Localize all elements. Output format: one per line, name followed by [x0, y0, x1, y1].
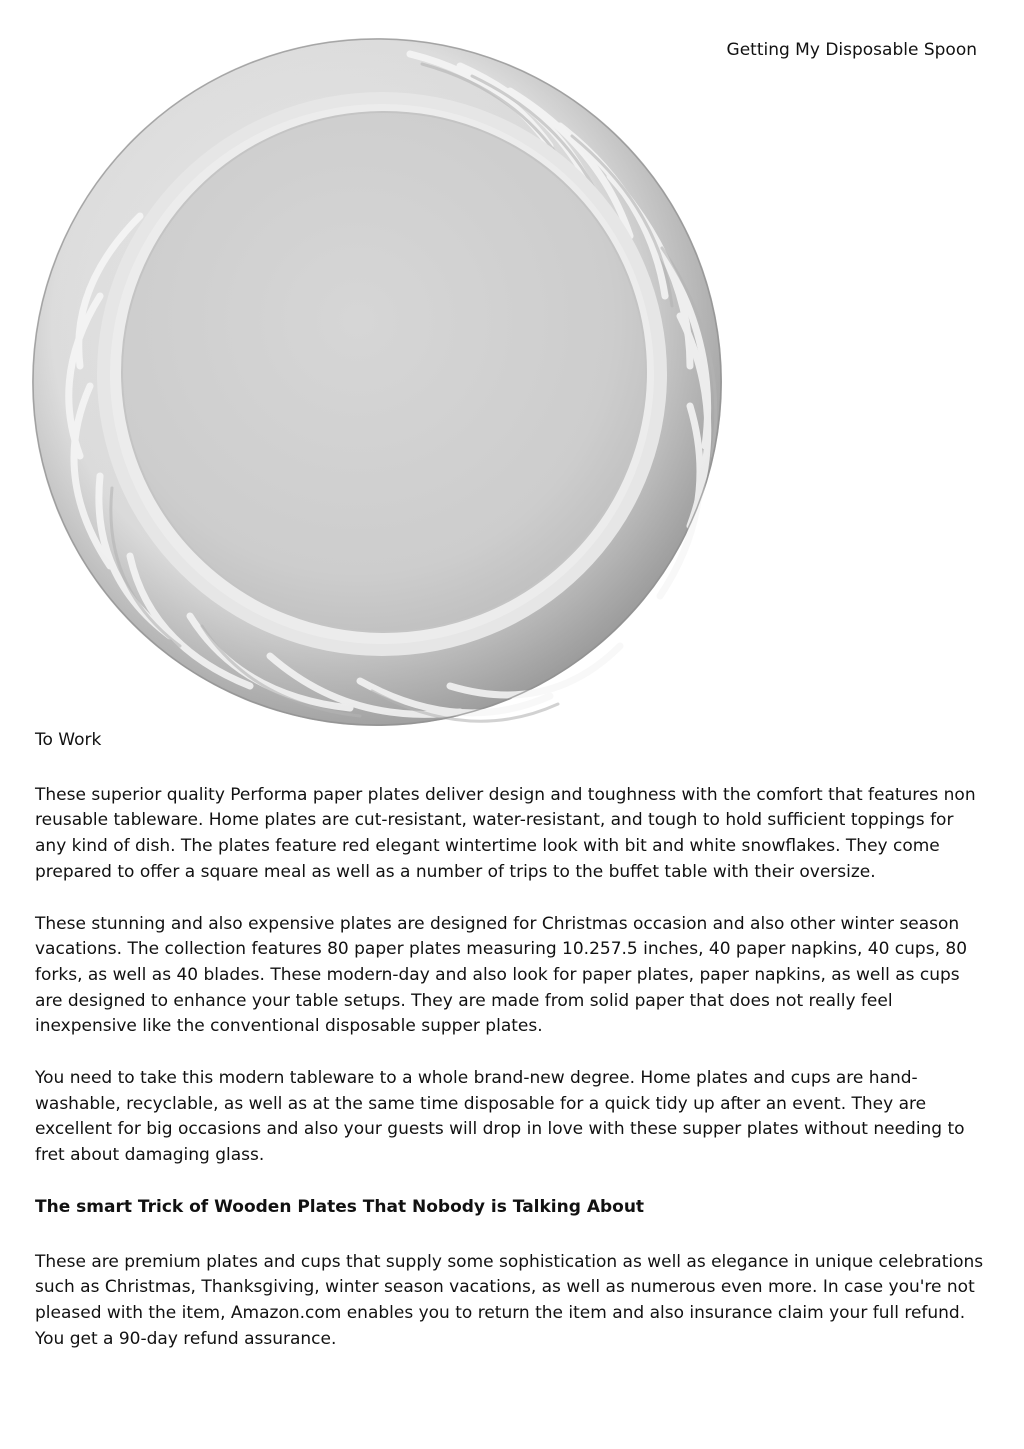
- section-heading: The smart Trick of Wooden Plates That Nobody is Talking About: [35, 1196, 645, 1217]
- article-paragraph-1: These superior quality Performa paper plates deliver design and toughness with the comfort that features non reusable tableware. Home plates are cut-resistant, water-resistant, and tough to hold sufficient toppings for any kind of dish. The plates feature red elegant wintertime look with bit and white snowflakes. They come prepared to offer a square meal as well as a number of trips to the buffet table with their oversize.: [35, 784, 976, 882]
- article-paragraph-closing: These are premium plates and cups that supply some sophistication as well as elegance in unique celebrations such as Christmas, Thanksgiving, winter season vacations, as well as numerous even more. In case you're not pleased with the item, Amazon.com enables you to return the item and also insurance claim your full refund. You get a 90-day refund assurance.: [35, 1251, 984, 1349]
- article-lead: To Work: [35, 730, 102, 750]
- page-header-title: Getting My Disposable Spoon: [726, 40, 977, 60]
- plate-image: [30, 36, 724, 728]
- white-plastic-plate-photo-icon: [30, 36, 724, 728]
- article-paragraph-3: You need to take this modern tableware to a whole brand-new degree. Home plates and cups are hand-washable, recyclable, as well as at the same time disposable for a quick tidy up after an event. They are excellent for big occasions and also your guests will drop in love with these supper plates without needing to fret about damaging glass.: [35, 1068, 965, 1166]
- article-paragraph-2: These stunning and also expensive plates are designed for Christmas occasion and also other winter season vacations. The collection features 80 paper plates measuring 10.257.5 inches, 40 paper napkins, 40 cups, 80 forks, as well as 40 blades. These modern-day and also look for paper plates, paper napkins, as well as cups are designed to enhance your table setups. They are made from solid paper that does not really feel inexpensive like the conventional disposable supper plates.: [35, 913, 968, 1037]
- article-body: [35, 728, 990, 1378]
